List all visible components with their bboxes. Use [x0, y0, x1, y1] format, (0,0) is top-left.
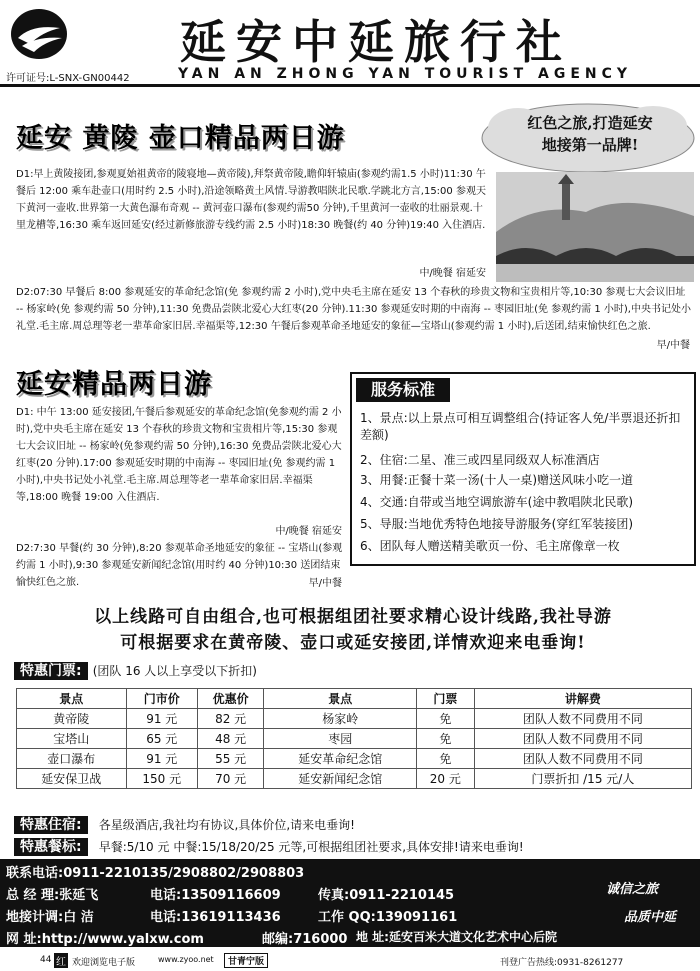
header-divider [0, 84, 700, 87]
lodging-text: 各星级酒店,我社均有协议,具体价位,请来电垂询! [98, 818, 355, 832]
contact-manager: 总 经 理:张延飞 [6, 888, 99, 903]
cell: 48 元 [197, 729, 263, 749]
cell: 65 元 [126, 729, 197, 749]
table-header-row [17, 689, 692, 709]
route1-day2-meal: 早/中餐 [656, 340, 690, 351]
cell: 宝塔山 [17, 729, 127, 749]
license-number: 许可证号:L-SNX-GN00442 [6, 73, 130, 84]
agency-name-en: YAN AN ZHONG YAN TOURIST AGENCY [178, 66, 633, 82]
route2-title: 延安精品两日游 [16, 369, 212, 400]
service-heading: 服务标准 [356, 378, 450, 402]
contact-planner: 地接计调:白 洁 [6, 910, 94, 925]
cell: 70 元 [197, 769, 263, 789]
ad-hotline: 刊登广告热线:0931-8261277 [500, 958, 624, 968]
lodging-row [14, 814, 355, 834]
contact-phone: 联系电话:0911-2210135/2908802/2908803 [6, 866, 305, 881]
cell: 91 元 [126, 749, 197, 769]
route2-day2: D2:7:30 早餐(约 30 分钟),8:20 参观革命圣地延安的象征 -- 宝塔山(参观约需 1 小时),9:30 参观延安新闻纪念馆(用时约 40 分钟)10:30 送团结束愉快红色之旅. [16, 543, 343, 588]
col-header: 优惠价 [197, 689, 263, 709]
col-header: 讲解费 [474, 689, 691, 709]
service-item: 1、景点:以上景点可相互调整组合(持证客人免/半票退还折扣差额) [360, 411, 681, 442]
cell: 延安革命纪念馆 [264, 749, 417, 769]
promo-line1: 以上线路可自由组合,也可根据组团社要求精心设计线路,我社导游 [94, 607, 612, 627]
tickets-note: (团队 16 人以上享受以下折扣) [92, 664, 257, 678]
dining-row [14, 836, 524, 856]
service-item: 3、用餐:正餐十菜一汤(十人一桌)赠送风味小吃一道 [360, 473, 634, 487]
contact-planner-phone: 电话:13619113436 [150, 910, 281, 925]
service-item: 4、交通:自带或当地空调旅游车(途中教唱陕北民歌) [360, 495, 634, 509]
cell: 82 元 [197, 709, 263, 729]
cell: 枣园 [264, 729, 417, 749]
cell: 团队人数不同费用不同 [474, 749, 691, 769]
service-item: 2、住宿:二星、准三或四星同级双人标准酒店 [360, 453, 600, 467]
table-row [17, 729, 692, 749]
route2-day2-meal: 早/中餐 [308, 578, 342, 589]
calligraphy-line2: 品质中延 [624, 910, 677, 925]
cell: 壶口瀑布 [17, 749, 127, 769]
contact-address: 地 址:延安百米大道文化艺术中心后院 [356, 930, 557, 944]
col-header: 门票 [417, 689, 475, 709]
table-row [17, 749, 692, 769]
col-header: 景点 [264, 689, 417, 709]
cell: 延安保卫战 [17, 769, 127, 789]
cell: 免 [417, 749, 475, 769]
tickets-label: 特惠门票: [14, 662, 88, 680]
cell: 杨家岭 [264, 709, 417, 729]
page-number: 44 [40, 955, 52, 965]
agency-logo [10, 8, 68, 60]
promo-line2: 可根据要求在黄帝陵、壶口或延安接团,详情欢迎来电垂询! [120, 633, 586, 653]
page-mark: 红 [54, 953, 68, 968]
slogan-line2: 地接第一品牌! [541, 136, 639, 154]
service-item: 5、导服:当地优秀特色地接导游服务(穿红军装接团) [360, 517, 634, 531]
contact-website[interactable]: 网 址:http://www.yalxw.com [6, 932, 204, 947]
table-row [17, 709, 692, 729]
ebook-text: 欢迎浏览电子版 [72, 958, 136, 968]
route1-title: 延安 黄陵 壶口精品两日游 [16, 123, 345, 154]
calligraphy-line1: 诚信之旅 [606, 882, 659, 897]
page-footer [0, 950, 700, 971]
cell: 免 [417, 709, 475, 729]
col-header: 门市价 [126, 689, 197, 709]
contact-postcode: 邮编:716000 [262, 932, 348, 947]
ticket-price-table [16, 688, 692, 789]
dining-text: 早餐:5/10 元 中餐:15/18/20/25 元等,可根据组团社要求,具体安排!请来电垂询! [98, 840, 524, 854]
contact-qq: 工作 QQ:139091161 [318, 910, 458, 925]
table-row [17, 769, 692, 789]
route1-day1-meal: 中/晚餐 宿延安 [419, 268, 486, 279]
footer-site[interactable]: www.zyoo.net [158, 955, 214, 964]
cell: 20 元 [417, 769, 475, 789]
cell: 免 [417, 729, 475, 749]
cell: 黄帝陵 [17, 709, 127, 729]
cell: 门票折扣 /15 元/人 [474, 769, 691, 789]
col-header: 景点 [17, 689, 127, 709]
cell: 55 元 [197, 749, 263, 769]
service-item: 6、团队每人赠送精美歌页一份、毛主席像章一枚 [360, 539, 620, 553]
cell: 团队人数不同费用不同 [474, 729, 691, 749]
route1-day2: D2:07:30 早餐后 8:00 参观延安的革命纪念馆(免 参观约需 2 小时),党中央毛主席在延安 13 个春秋的珍贵文物和宝贵相片等,10:30 参观七大会议旧址 -- 杨家岭(免 参观约需 50 分钟),11:30 免费品尝陕北爱心大红枣(20 分钟).11:30 参观延安时期的中南海 -- 枣园旧址(免 参观约需 1 小时),中央书记处小礼堂.毛主席.周总理等老一辈革命家旧居.幸福渠等,12:30 午餐后参观革命圣地延安的象征—宝塔山(参观约需 1 小时),后送团,结束愉快红色之旅. [16, 287, 691, 332]
route2-day1-meal: 中/晚餐 宿延安 [275, 526, 342, 537]
contact-manager-phone: 电话:13509116609 [150, 888, 281, 903]
dining-label: 特惠餐标: [14, 838, 88, 856]
cell: 团队人数不同费用不同 [474, 709, 691, 729]
edition-badge: 甘青宁版 [224, 953, 268, 968]
cell: 延安新闻纪念馆 [264, 769, 417, 789]
route1-day1: D1:早上黄陵接团,参观夏始祖黄帝的陵寝地—黄帝陵),拜祭黄帝陵,瞻仰轩辕庙(参观约需1.5 小时)11:30 午餐后 12:00 乘车赴壶口(用时约 2.5 小时),沿途领略黄土风情.导游教唱陕北民歌.学跳北方言,15:00 参观天下黄河一壶收.世界第一大黄色瀑布奇观 -- 黄河壶口瀑布(参观约需50 分钟),千里黄河一壶收的壮丽景观.十里龙槽等,16:30 乘车返回延安(经过新修旅游专线约需 2.5 小时)18:30 晚餐(约 40 分钟)19:40 入住酒店. [16, 169, 486, 231]
slogan-line1: 红色之旅,打造延安 [527, 114, 653, 132]
contact-fax: 传真:0911-2210145 [318, 888, 455, 903]
lodging-label: 特惠住宿: [14, 816, 88, 834]
agency-name: 延安中延旅行社 [180, 15, 572, 69]
tickets-header [14, 660, 257, 680]
cell: 150 元 [126, 769, 197, 789]
slogan [500, 112, 680, 156]
route2-day1: D1: 中午 13:00 延安接团,午餐后参观延安的革命纪念馆(免参观约需 2 小时),党中央毛主席在延安 13 个春秋的珍贵文物和宝贵相片等,15:30 参观七大会议旧址 -- 杨家岭(免参观约需 50 分钟),16:30 免费品尝陕北爱心大红枣(20 分钟).17:00 参观延安时期的中南海 -- 枣园旧址(免 参观约需 1 小时),中央书记处小礼堂.毛主席.周总理等老一辈革命家旧居.幸福渠等,18:00 晚餐 19:00 入住酒店. [16, 407, 342, 503]
cell: 91 元 [126, 709, 197, 729]
pagoda-bridge-photo [496, 172, 694, 282]
